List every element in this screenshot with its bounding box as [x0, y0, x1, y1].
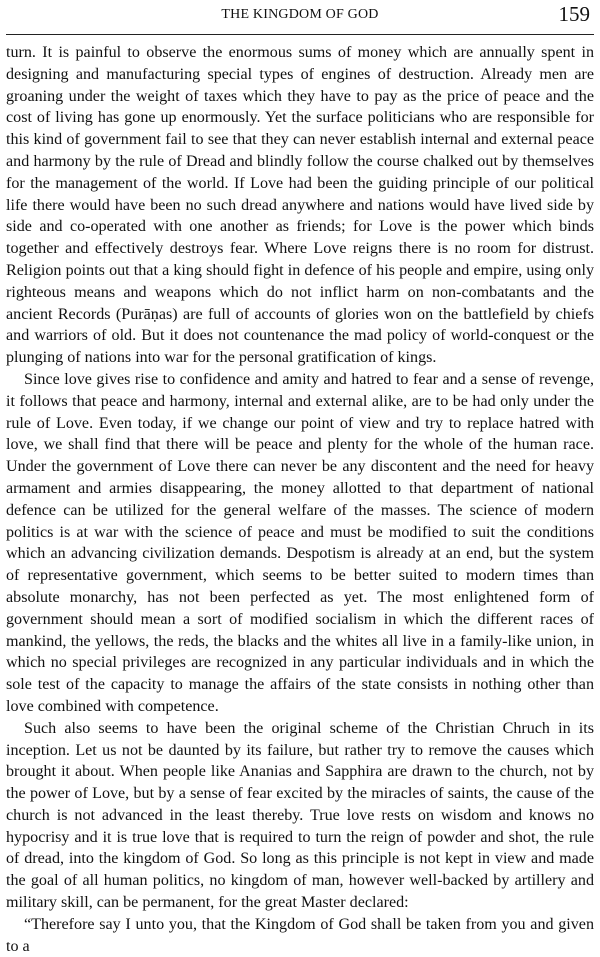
running-header: [6, 0, 594, 35]
scripture-quote: “Therefore say I unto you, that the Kingdom of God shall be taken from you and given to a: [6, 915, 594, 955]
paragraph-continued: turn. It is painful to observe the enormous sums of money which are annually spent in designing and manufacturing special types of engines of destruction. Already men are groaning under the weight of taxes which they have to pay as the price of peace and the cost of living has gone up enormously. Yet the surface politicians who are responsible for this kind of government fail to see that they can never establish internal and external peace and harmony by the rule of Dread and blindly follow the course chalked out by themselves for the management of the world. If Love had been the guiding principle of our political life there would have been no such dread anywhere and nations would have lived side by side and co-operated with one another as friends; for Love is the power which binds together and effectively destroys fear. Where Love reigns there is no room for distrust. Religion points out that a king should fight in defence of his people and empire, using only righteous means and weapons which do not inflict harm on non-combatants and the ancient Records (Purāṇas) are full of accounts of glories won on the battlefield by chiefs and warriors of old. But it does not countenance the mad policy of world-conquest or the plunging of nations into war for the personal gratification of kings.: [6, 44, 594, 367]
page-number: 159: [558, 2, 590, 26]
paragraph: Such also seems to have been the original scheme of the Christian Chruch in its inception. Let us not be daunted by its failure, but rather try to remove the causes which brought it about. When people like Ananias and Sapphira are drawn to the church, not by the power of Love, but by a sense of fear excited by the miracles of saints, the cause of the church is not advanced in the least thereby. True love rests on wisdom and knows no hypocrisy and it is true love that is required to turn the reign of powder and shot, the rule of dread, into the kingdom of God. So long as this principle is not kept in view and made the goal of all human politics, no kingdom of man, however well-backed by artillery and military skill, can be permanent, for the great Master declared:: [6, 719, 594, 912]
paragraph: Since love gives rise to confidence and amity and hatred to fear and a sense of revenge, it follows that peace and harmony, internal and external alike, are to be had only under the rule of Love. Even today, if we change our point of view and try to replace hatred with love, we shall find that there will be peace and plenty for the whole of the human race. Under the government of Love there can never be any discontent and the need for heavy armament and armies disappearing, the money allotted to that department of national defence can be utilized for the general welfare of the masses. The science of modern politics is at war with the science of peace and must be modified to suit the conditions which an advancing civilization demands. Despotism is already at an end, but the system of representative government, which seems to be better suited to modern times than absolute monarchy, has not been perfected as yet. The most enlightened form of government should mean a sort of modified socialism in which the different races of mankind, the yellows, the reds, the blacks and the whites all live in a family-like union, in which no special privileges are recognized in any particular individuals and in which the sole test of the capacity to manage the affairs of the state consists in nothing other than love combined with competence.: [6, 370, 594, 715]
body-text: [6, 42, 594, 957]
running-title: THE KINGDOM OF GOD: [221, 7, 379, 22]
